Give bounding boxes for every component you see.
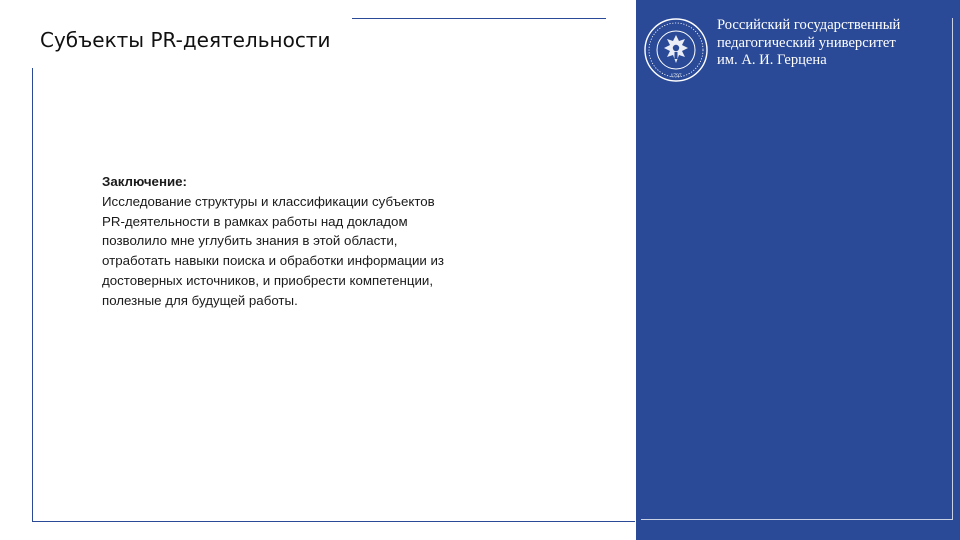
frame-bottom-border xyxy=(32,521,635,522)
university-name xyxy=(717,17,947,70)
panel-frame-border xyxy=(641,18,953,520)
top-accent-line xyxy=(352,18,606,19)
university-seal-icon xyxy=(643,17,709,83)
slide-title: Субъекты PR-деятельности xyxy=(40,28,331,52)
seal-year: 1797 xyxy=(670,73,682,79)
conclusion-text-block xyxy=(102,172,532,311)
conclusion-body: Исследование структуры и классификации субъектов PR-деятельности в рамках работы над докладом позволило мне углубить знания в этой области, отработать навыки поиска и обработки информации из достоверных источников, и приобрести компетенции, полезные для будущей работы. xyxy=(102,193,445,308)
frame-left-border xyxy=(32,68,33,521)
university-name-line-3: им. А. И. Герцена xyxy=(717,52,827,68)
conclusion-heading: Заключение: xyxy=(102,174,187,189)
university-name-line-1: Российский государственный xyxy=(717,17,901,33)
university-name-line-2: педагогический университет xyxy=(717,34,896,51)
